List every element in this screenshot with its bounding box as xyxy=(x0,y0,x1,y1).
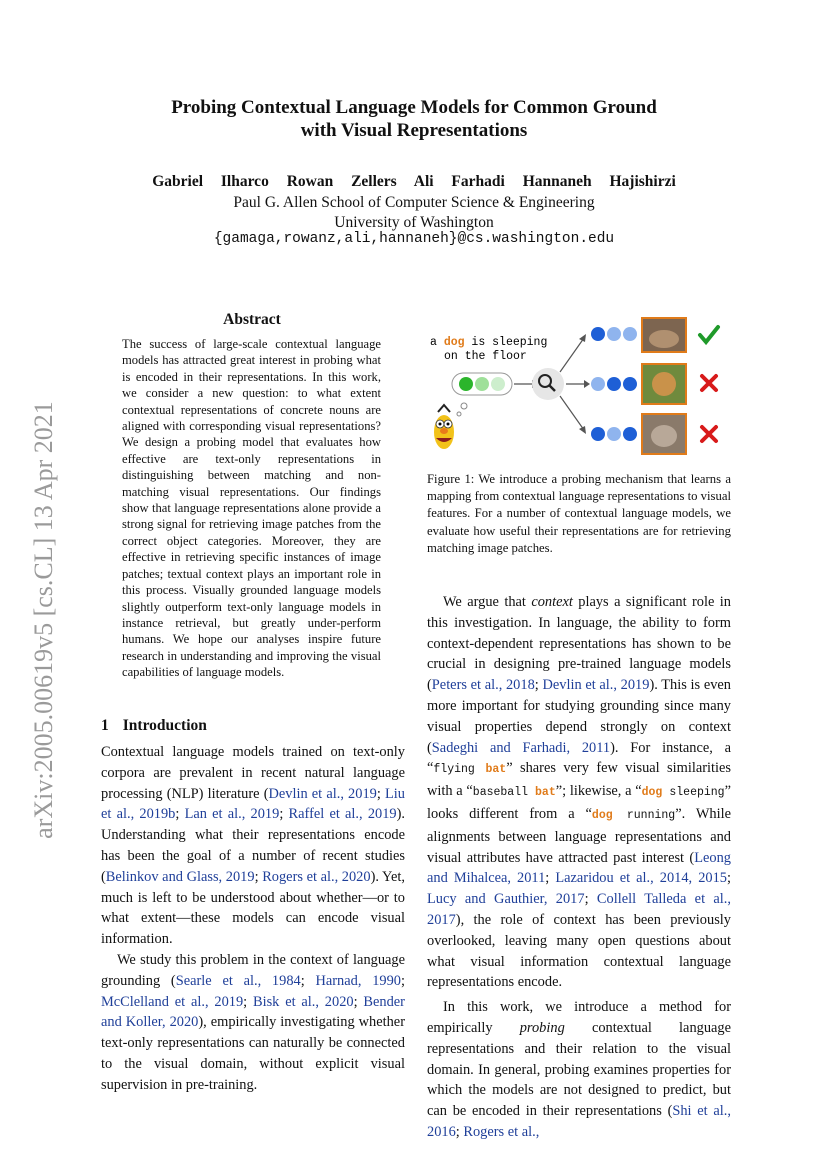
citation-link[interactable]: Liu et al., 2019b xyxy=(101,785,405,823)
citation-link[interactable]: Leong and Mihalcea, 2011 xyxy=(427,849,731,887)
title-line-2: with Visual Representations xyxy=(300,120,528,141)
cross-icon xyxy=(702,427,716,441)
arrow-line xyxy=(560,338,584,372)
image-patch-detail xyxy=(651,425,677,447)
citation-link[interactable]: Devlin et al., 2019 xyxy=(542,677,650,694)
intro-paragraph-4: In this work, we introduce a method for empirically probing contextual language representations and their relation to the visual domain. In general, probing examines properties for which the models are not designed to predict, but can be encoded in their representations (Shi et al., 2016; Rogers et al., xyxy=(427,999,731,1140)
visual-embedding-dot xyxy=(591,377,605,391)
author: Ali Farhadi xyxy=(413,173,505,190)
embedding-dot xyxy=(475,377,489,391)
visual-embedding-dot xyxy=(607,377,621,391)
section-title: Introduction xyxy=(122,717,207,734)
citation-link[interactable]: McClelland et al., 2019 xyxy=(101,993,244,1010)
citation-link[interactable]: Searle et al., 1984 xyxy=(175,972,301,989)
section-heading-introduction xyxy=(101,717,207,735)
citation-link[interactable]: Shi et al., 2016 xyxy=(427,1103,731,1140)
right-column-body xyxy=(427,592,731,1143)
affiliation xyxy=(0,193,828,232)
intro-paragraph-2: We study this problem in the context of language grounding (Searle et al., 1984; Harnad, 1990; McClelland et al., 2019; Bisk et al., 2020; Bender and Koller, 2020), empirically investigating whether text-only representations can naturally be connected to the visual domain, without explicit visual supervision in pre-training. xyxy=(101,951,405,1093)
probe-background xyxy=(532,368,564,400)
image-patch-detail xyxy=(649,330,679,348)
paper-title xyxy=(0,96,828,142)
embedding-dot xyxy=(459,377,473,391)
thought-bubble xyxy=(457,412,461,416)
citation-link[interactable]: Lazaridou et al., 2014, 2015 xyxy=(555,870,727,887)
figure-phrase-line-1: a dog is sleeping xyxy=(430,336,548,349)
title-line-1: Probing Contextual Language Models for Common Ground xyxy=(171,97,657,118)
intro-paragraph-1: Contextual language models trained on text-only corpora are prevalent in recent natural language processing (NLP) literature (Devlin et al., 2019; Liu et al., 2019b; Lan et al., 2019; Raffel et al., 2019). Understanding what their representations encode has been the goal of a number of recent studies (Belinkov and Glass, 2019; Rogers et al., 2020). Yet, much is left to be understood about whether—or to what extent—these models can encode visual information. xyxy=(101,744,405,948)
figure-phrase-line-2: on the floor xyxy=(444,350,527,363)
citation-link[interactable]: Bender and Koller, 2020 xyxy=(101,993,405,1031)
figure-1 xyxy=(420,312,740,462)
abstract-heading: Abstract xyxy=(223,311,281,328)
left-column-body xyxy=(101,742,405,1096)
cross-icon xyxy=(702,376,716,390)
visual-embedding-dot xyxy=(623,427,637,441)
bert-pupil xyxy=(439,423,442,426)
author: Hannaneh Hajishirzi xyxy=(522,173,676,190)
citation-link[interactable]: Lucy and Gauthier, 2017 xyxy=(427,891,585,908)
affiliation-line-2: University of Washington xyxy=(334,213,494,231)
bert-pupil xyxy=(447,423,450,426)
author: Rowan Zellers xyxy=(286,173,397,190)
author-list xyxy=(0,173,828,191)
arrow-line xyxy=(560,396,584,430)
visual-embedding-dot xyxy=(607,327,621,341)
citation-link[interactable]: Devlin et al., 2019 xyxy=(268,785,377,802)
email: {gamaga,rowanz,ali,hannaneh}@cs.washington.edu xyxy=(213,231,615,247)
citation-link[interactable]: Lan et al., 2019 xyxy=(184,806,280,823)
section-number: 1 xyxy=(101,717,109,734)
image-patch-detail xyxy=(652,372,676,396)
visual-embedding-dot xyxy=(623,377,637,391)
figure-1-caption: Figure 1: We introduce a probing mechanism that learns a mapping from contextual language representations to visual features. For a number of contextual language models, we evaluate how useful their representations are for retrieving matching image patches. xyxy=(427,472,731,555)
arxiv-id: arXiv:2005.00619v5 [cs.CL] 13 Apr 2021 xyxy=(29,401,58,839)
thought-bubble xyxy=(461,403,467,409)
visual-embedding-dot xyxy=(591,327,605,341)
citation-link[interactable]: Rogers et al., 2020 xyxy=(262,868,371,885)
intro-paragraph-3: We argue that context plays a significant role in this investigation. In language, the ability to form context-dependent representations has shown to be crucial in designing pre-trained language models (Peters et al., 2018; Devlin et al., 2019). This is even more important for studying grounding since many visual properties depend strongly on context (Sadeghi and Farhadi, 2011). For instance, a “flying bat” shares very few visual similarities with a “baseball bat”; likewise, a “dog sleeping” looks different from a “dog running”. While alignments between language representations and visual attributes have attracted past interest (Leong and Mihalcea, 2011; Lazaridou et al., 2014, 2015; Lucy and Gauthier, 2017; Collell Talleda et al., 2017), the role of context has been previously overlooked, leaving many open questions about what visual information contextual language representations encode. xyxy=(427,594,731,991)
citation-link[interactable]: Rogers et al., xyxy=(463,1123,540,1140)
citation-link[interactable]: Sadeghi and Farhadi, 2011 xyxy=(431,739,611,756)
check-icon xyxy=(700,327,718,342)
visual-embedding-dot xyxy=(591,427,605,441)
figure-1-diagram xyxy=(420,312,740,462)
citation-link[interactable]: Belinkov and Glass, 2019 xyxy=(105,868,255,885)
citation-link[interactable]: Raffel et al., 2019 xyxy=(288,806,397,823)
arxiv-sidebar xyxy=(24,360,64,880)
citation-link[interactable]: Bisk et al., 2020 xyxy=(252,993,354,1010)
visual-embedding-dot xyxy=(623,327,637,341)
affiliation-line-1: Paul G. Allen School of Computer Science & Engineering xyxy=(233,194,595,211)
bert-nose xyxy=(440,428,448,434)
bert-hair xyxy=(438,405,450,412)
embedding-dot xyxy=(491,377,505,391)
visual-embedding-dot xyxy=(607,427,621,441)
author: Gabriel Ilharco xyxy=(152,173,269,190)
arrow-head xyxy=(584,380,590,388)
abstract-text: The success of large-scale contextual language models has attracted great interest in probing what is encoded in their representations. In this work, we consider a new question: to what extent contextual representations of concrete nouns are aligned with corresponding visual representations? We design a probing model that evaluates how effective are text-only representations in distinguishing between matching and non-matching visual representations. Our findings show that language representations alone provide a strong signal for retrieving image patches from the correct object categories. Moreover, they are effective in retrieving specific instances of image patches; textual context plays an important role in this process. Visually grounded language models slightly outperform text-only language models in instance retrieval, but greatly under-perform humans. We hope our analyses inspire future research in understanding and improving the visual capabilities of language models. xyxy=(122,337,381,680)
citation-link[interactable]: Collell Talleda et al., 2017 xyxy=(427,891,731,928)
citation-link[interactable]: Peters et al., 2018 xyxy=(431,677,535,694)
citation-link[interactable]: Harnad, 1990 xyxy=(315,972,401,989)
